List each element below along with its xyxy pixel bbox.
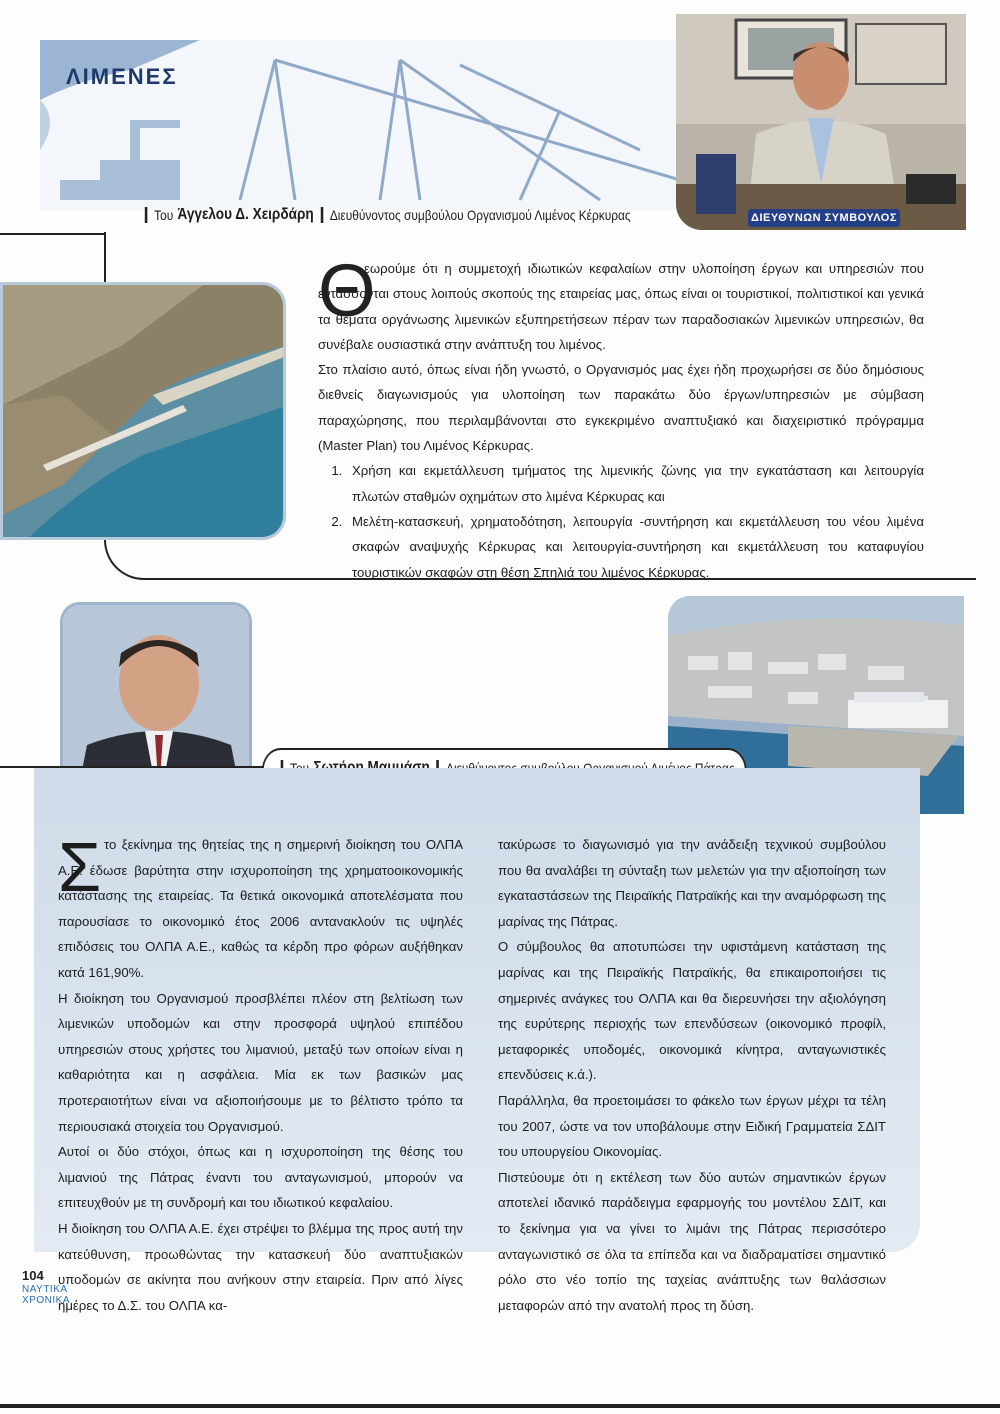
article1-lead: εωρούμε ότι η συμμετοχή ιδιωτικών κεφαλαίων στην υλοποίηση έργων και υπηρεσιών που εντάσσονται στους λοιπούς σκοπούς της εταιρείας μας, όπως είναι οι τουριστικοί, πολιτιστικοί και γενικά τα θέματα οργάνωσης λιμενικών εξυπηρετήσεων πέραν των παραδοσιακών λιμενικών υπηρεσιών, θα συνέβαλε ουσιαστικά στην ανάπτυξη του λιμένος. xyxy=(318,261,924,352)
kerkyra-port-aerial-photo xyxy=(0,282,286,540)
author-role: Διευθύνοντος συμβούλου Οργανισμού Λιμένος Κέρκυρας xyxy=(329,207,631,223)
article2-column-left xyxy=(58,828,463,1318)
article2-paragraph: Αυτοί οι δύο στόχοι, όπως και η ισχυροποίηση της θέσης του λιμανιού της Πάτρας έναντι του ανταγωνισμού, μπορούν να επιτευχθούν με τη συνδρομή και του ιδιωτικού κεφαλαίου. xyxy=(58,1144,463,1211)
article1-body xyxy=(318,249,924,585)
page-bottom-edge xyxy=(0,1404,1000,1408)
article1-paragraph: Στο πλαίσιο αυτό, όπως είναι ήδη γνωστό, ο Οργανισμός μας έχει ήδη προχωρήσει σε δύο δημόσιους διεθνείς διαγωνισμούς για υλοποίηση των παρακάτω δύο έργων/υπηρεσιών με σύμβαση παραχώρησης, που περιλαμβάνονται στο εγκεκριμένο αναπτυξιακό και διαχειριστικό πρόγραμμα (Master Plan) του Λιμένος Κέρκυρας. xyxy=(318,362,924,454)
article2-paragraph: Ο σύμβουλος θα αποτυπώσει την υφιστάμενη κατάσταση της μαρίνας και της Πειραϊκής Πατραϊκής, θα επικαιροποιήσει τις σημερινές ανάγκες του ΟΛΠΑ και θα διερευνήσει την αξιολόγηση της ευρύτερης περιοχής των επενδύσεων (οικονομικό προφίλ, μεταφορικές υποδομές, οικονομικά κίνητρα, ανταγωνιστικές επενδύσεις κ.ά.). xyxy=(498,939,886,1083)
article2-paragraph: Η διοίκηση του ΟΛΠΑ Α.Ε. έχει στρέψει το βλέμμα της προς αυτή την κατεύθυνση, προωθώντας την κατασκευή δύο αναπτυξιακών υποδομών σε ακίνητα που ανήκουν στην εταιρεία. Πριν από λίγες ημέρες το Δ.Σ. του ΟΛΠΑ κα- xyxy=(58,1220,463,1313)
article2-paragraph: Πιστεύουμε ότι η εκτέλεση των δύο αυτών σημαντικών έργων αποτελεί ιδανικό παράδειγμα εφαρμογής του μοντέλου ΣΔΙΤ, και το ξεκίνημα για να γίνει το λιμάνι της Πάτρας περισσότερο ανταγωνιστικό σε όλα τα επίπεδα και να διαδραματίσει σημαντικό ρόλο στο νέο τοπίο της ταχείας ανάπτυξης των θαλάσσιων μεταφορών από την ανατολή προς τη δύση. xyxy=(498,1169,886,1313)
page-number: 104 xyxy=(22,1268,44,1283)
list-item: 1. Χρήση και εκμετάλλευση τμήματος της λιμενικής ζώνης για την εγκατάσταση και λειτουργία πλωτών σταθμών οχημάτων στο λιμένα Κέρκυρας και xyxy=(346,458,924,509)
publication-line: ΧΡΟΝΙΚΑ xyxy=(22,1295,70,1306)
article2-paragraph: τακύρωσε το διαγωνισμό για την ανάδειξη τεχνικού συμβούλου που θα αναλάβει τη σύνταξη των μελετών για την αξιοποίηση των εγκαταστάσεων της Πειραϊκής Πατραϊκής και την αναμόρφωση της μαρίνας της Πάτρας. xyxy=(498,837,886,929)
publication-line: ΝΑΥΤΙΚΑ xyxy=(22,1284,68,1295)
section-title: ΛΙΜΕΝΕΣ xyxy=(66,64,178,89)
dropcap-sigma: Σ xyxy=(58,828,102,906)
author-prefix: Του xyxy=(154,207,174,223)
publication-name xyxy=(22,1284,70,1306)
article2-column-right xyxy=(498,832,886,1318)
author-byline-1 xyxy=(138,196,631,234)
director-title-badge: ΔΙΕΥΘΥΝΩΝ ΣΥΜΒΟΥΛΟΣ xyxy=(748,209,900,227)
author-name: Άγγελου Δ. Χειρδάρη xyxy=(177,206,314,223)
byline-separator xyxy=(145,207,148,223)
article2-paragraph: Η διοίκηση του Οργανισμού προσβλέπει πλέον στη βελτίωση των λιμενικών υποδομών και στην προσφορά υψηλού επιπέδου υπηρεσιών στους χρήστες του λιμανιού, μεταξύ των οποίων είναι η καθαριότητα και η ασφάλεια. Μία εκ των βασικών μας προτεραιοτήτων είναι να αξιοποιήσουμε με το βέλτιστο τρόπο τα περιουσιακά στοιχεία του Οργανισμού. xyxy=(58,990,463,1134)
list-item: 2. Μελέτη-κατασκευή, χρηματοδότηση, λειτουργία -συντήρηση και εκμετάλλευση του νέου λιμένα σκαφών αναψυχής Κέρκυρας και λειτουργία-συντήρηση και εκμετάλλευση του καταφυγίου τουριστικών σκαφών στη θέση Σπηλιά του λιμένος Κέρκυρας. xyxy=(346,509,924,585)
article2-lead: το ξεκίνημα της θητείας της η σημερινή διοίκηση του ΟΛΠΑ Α.Ε. έδωσε βαρύτητα στην ισχυροποίηση της χρηματοοικονομικής κατάστασης της εταιρείας. Τα θετικά οικονομικά αποτελέσματα που παρουσίασε το οικονομικό έτος 2006 αντανακλούν τις υψηλές επιδόσεις του ΟΛΠΑ Α.Ε., καθώς τα κέρδη προ φόρων αυξήθηκαν κατά 161,90%. xyxy=(58,837,463,980)
divider-line xyxy=(0,233,104,235)
byline-separator xyxy=(320,207,323,223)
article2-paragraph: Παράλληλα, θα προετοιμάσει το φάκελο των έργων μέχρι τα τέλη του 2007, ώστε να τον υποβάλουμε στην Ειδική Γραμματεία ΣΔΙΤ του υπουργείου Οικονομίας. xyxy=(498,1092,886,1160)
director-photo-kerkyra xyxy=(676,14,966,230)
article1-list xyxy=(318,458,924,584)
dropcap-theta: Θ xyxy=(318,249,376,332)
